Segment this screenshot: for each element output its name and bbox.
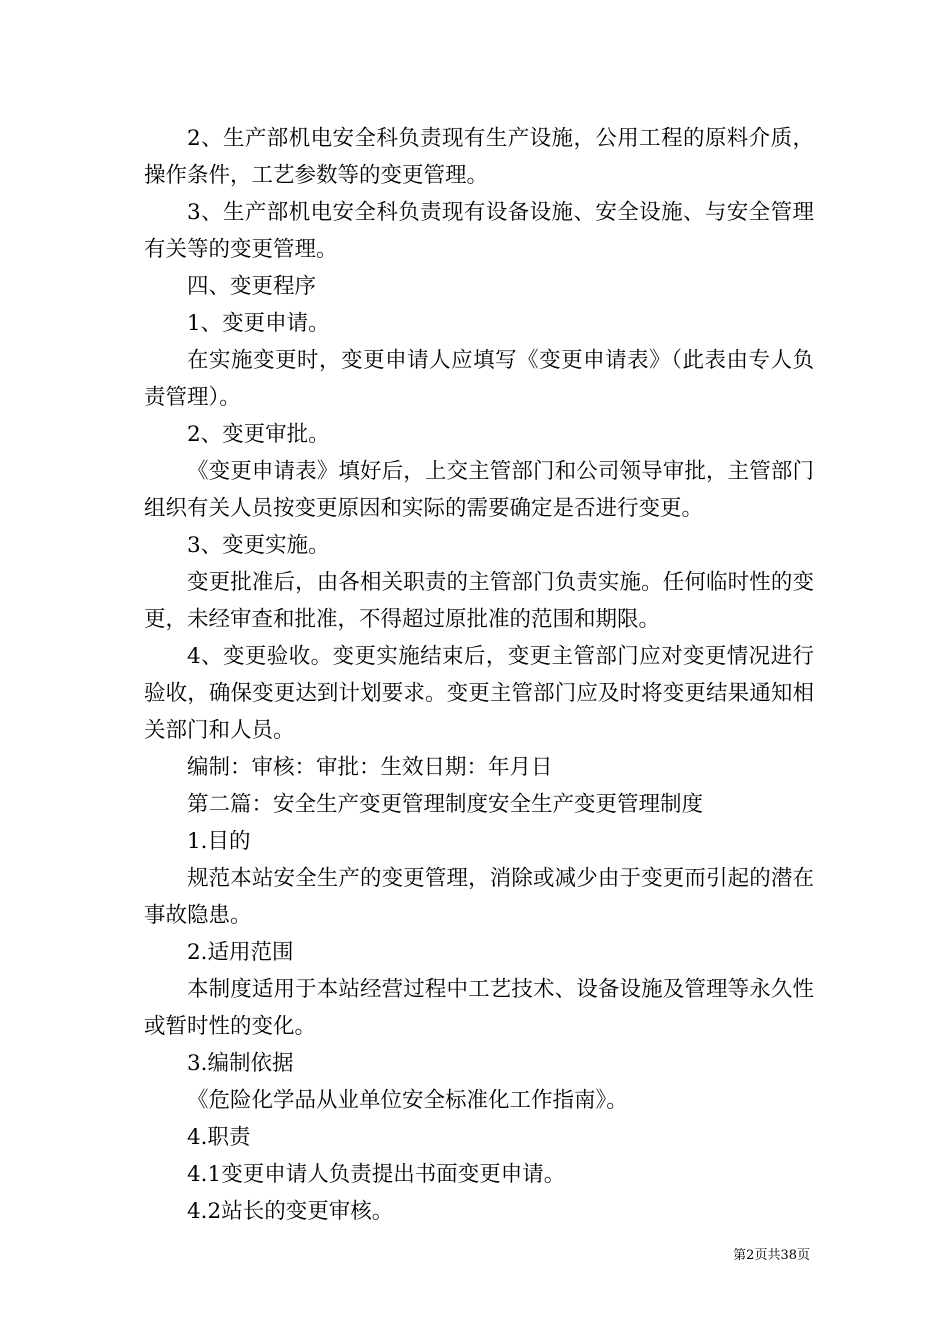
document-body [144, 120, 814, 1230]
paragraph: 2、变更审批。 [187, 422, 330, 447]
paragraph: 编制：审核：审批：生效日期：年月日 [187, 755, 553, 780]
paragraph: 1、变更申请。 [187, 311, 330, 336]
paragraph: 本制度适用于本站经营过程中工艺技术、设备设施及管理等永久性或暂时性的变化。 [144, 977, 814, 1039]
paragraph: 3、生产部机电安全科负责现有设备设施、安全设施、与安全管理有关等的变更管理。 [144, 200, 814, 262]
paragraph: 《变更申请表》填好后，上交主管部门和公司领导审批，主管部门组织有关人员按变更原因和实际的需要确定是否进行变更。 [144, 459, 814, 521]
page-number-footer: 第2页共38页 [733, 1248, 810, 1263]
paragraph: 3.编制依据 [187, 1051, 294, 1076]
paragraph: 《危险化学品从业单位安全标准化工作指南》。 [187, 1088, 628, 1113]
paragraph: 4.2站长的变更审核。 [187, 1199, 394, 1224]
paragraph: 1.目的 [187, 829, 251, 854]
paragraph: 2.适用范围 [187, 940, 294, 965]
paragraph: 4.职责 [187, 1125, 251, 1150]
section-heading: 四、变更程序 [187, 274, 317, 299]
paragraph: 变更批准后，由各相关职责的主管部门负责实施。任何临时性的变更，未经审查和批准，不得超过原批准的范围和期限。 [144, 570, 814, 632]
paragraph: 在实施变更时，变更申请人应填写《变更申请表》（此表由专人负责管理）。 [144, 348, 814, 410]
paragraph: 规范本站安全生产的变更管理，消除或减少由于变更而引起的潜在事故隐患。 [144, 866, 814, 928]
paragraph: 4.1变更申请人负责提出书面变更申请。 [187, 1162, 566, 1187]
section-heading: 第二篇：安全生产变更管理制度安全生产变更管理制度 [187, 792, 704, 817]
paragraph: 4、变更验收。变更实施结束后，变更主管部门应对变更情况进行验收，确保变更达到计划要求。变更主管部门应及时将变更结果通知相关部门和人员。 [144, 644, 814, 743]
paragraph: 3、变更实施。 [187, 533, 330, 558]
paragraph: 2、生产部机电安全科负责现有生产设施，公用工程的原料介质，操作条件，工艺参数等的变更管理。 [144, 126, 814, 188]
